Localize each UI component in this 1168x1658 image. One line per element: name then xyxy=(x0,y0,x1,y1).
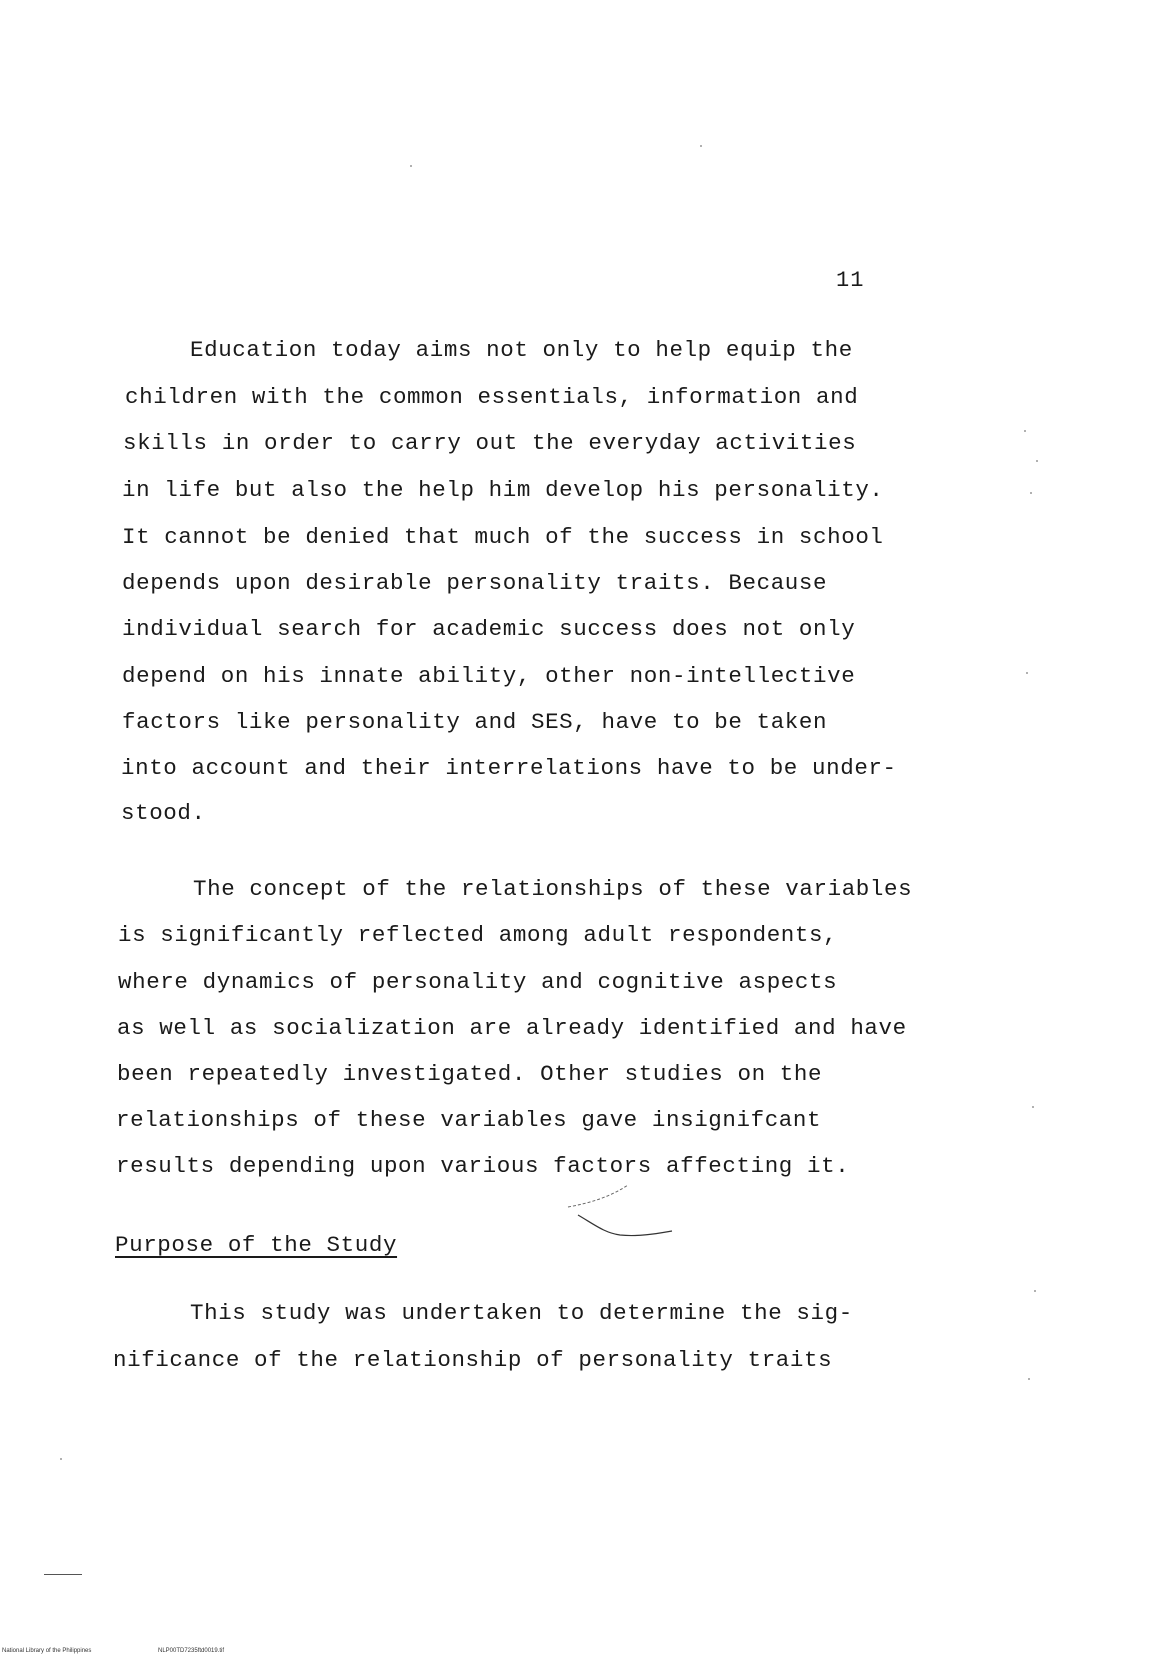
paragraph-1-line: depends upon desirable personality traits. Because xyxy=(122,570,828,596)
footer-library: National Library of the Philippines xyxy=(2,1648,92,1654)
paragraph-1-line: skills in order to carry out the everyday activities xyxy=(123,430,857,456)
paragraph-1-line: It cannot be denied that much of the success in school xyxy=(122,524,884,550)
scan-speck xyxy=(60,1458,62,1460)
paragraph-1-line: children with the common essentials, information and xyxy=(125,384,859,410)
paragraph-3-line: This study was undertaken to determine the sig- xyxy=(190,1300,853,1326)
paragraph-2-line: been repeatedly investigated. Other studies on the xyxy=(117,1061,823,1087)
scan-speck xyxy=(1036,460,1038,462)
scan-speck xyxy=(410,165,412,167)
pen-stroke-mark xyxy=(560,1175,700,1245)
paragraph-1-line: factors like personality and SES, have to be taken xyxy=(122,709,828,735)
paragraph-2-line: where dynamics of personality and cognitive aspects xyxy=(118,969,838,995)
scan-speck xyxy=(1026,672,1028,674)
footer-file-id: NLP00TD7235ftd0019.tif xyxy=(158,1648,225,1654)
paragraph-1-line: in life but also the help him develop his personality. xyxy=(122,477,884,503)
paragraph-2-line: is significantly reflected among adult respondents, xyxy=(118,922,838,948)
section-heading-purpose: Purpose of the Study xyxy=(115,1232,398,1258)
paragraph-1-line: depend on his innate ability, other non-intellective xyxy=(122,663,856,689)
scan-speck xyxy=(1032,1106,1034,1108)
paragraph-1-line: into account and their interrelations have to be under- xyxy=(121,755,897,781)
scan-speck xyxy=(700,145,702,147)
page-number: 11 xyxy=(836,268,865,293)
paragraph-1-line: stood. xyxy=(121,800,206,826)
paragraph-3-line: nificance of the relationship of personality traits xyxy=(113,1347,833,1373)
margin-mark xyxy=(44,1568,82,1575)
paragraph-2-line: as well as socialization are already identified and have xyxy=(117,1015,907,1041)
scan-speck xyxy=(1028,1378,1030,1380)
paragraph-2-line: results depending upon various factors affecting it. xyxy=(116,1153,850,1179)
paragraph-1-line: Education today aims not only to help equip the xyxy=(190,337,853,363)
paragraph-1-line: individual search for academic success does not only xyxy=(122,616,856,642)
paragraph-2-line: The concept of the relationships of these variables xyxy=(193,876,913,902)
paragraph-2-line: relationships of these variables gave insignifcant xyxy=(116,1107,822,1133)
scan-speck xyxy=(1024,430,1026,432)
scan-speck xyxy=(1030,492,1032,494)
scan-speck xyxy=(1034,1290,1036,1292)
